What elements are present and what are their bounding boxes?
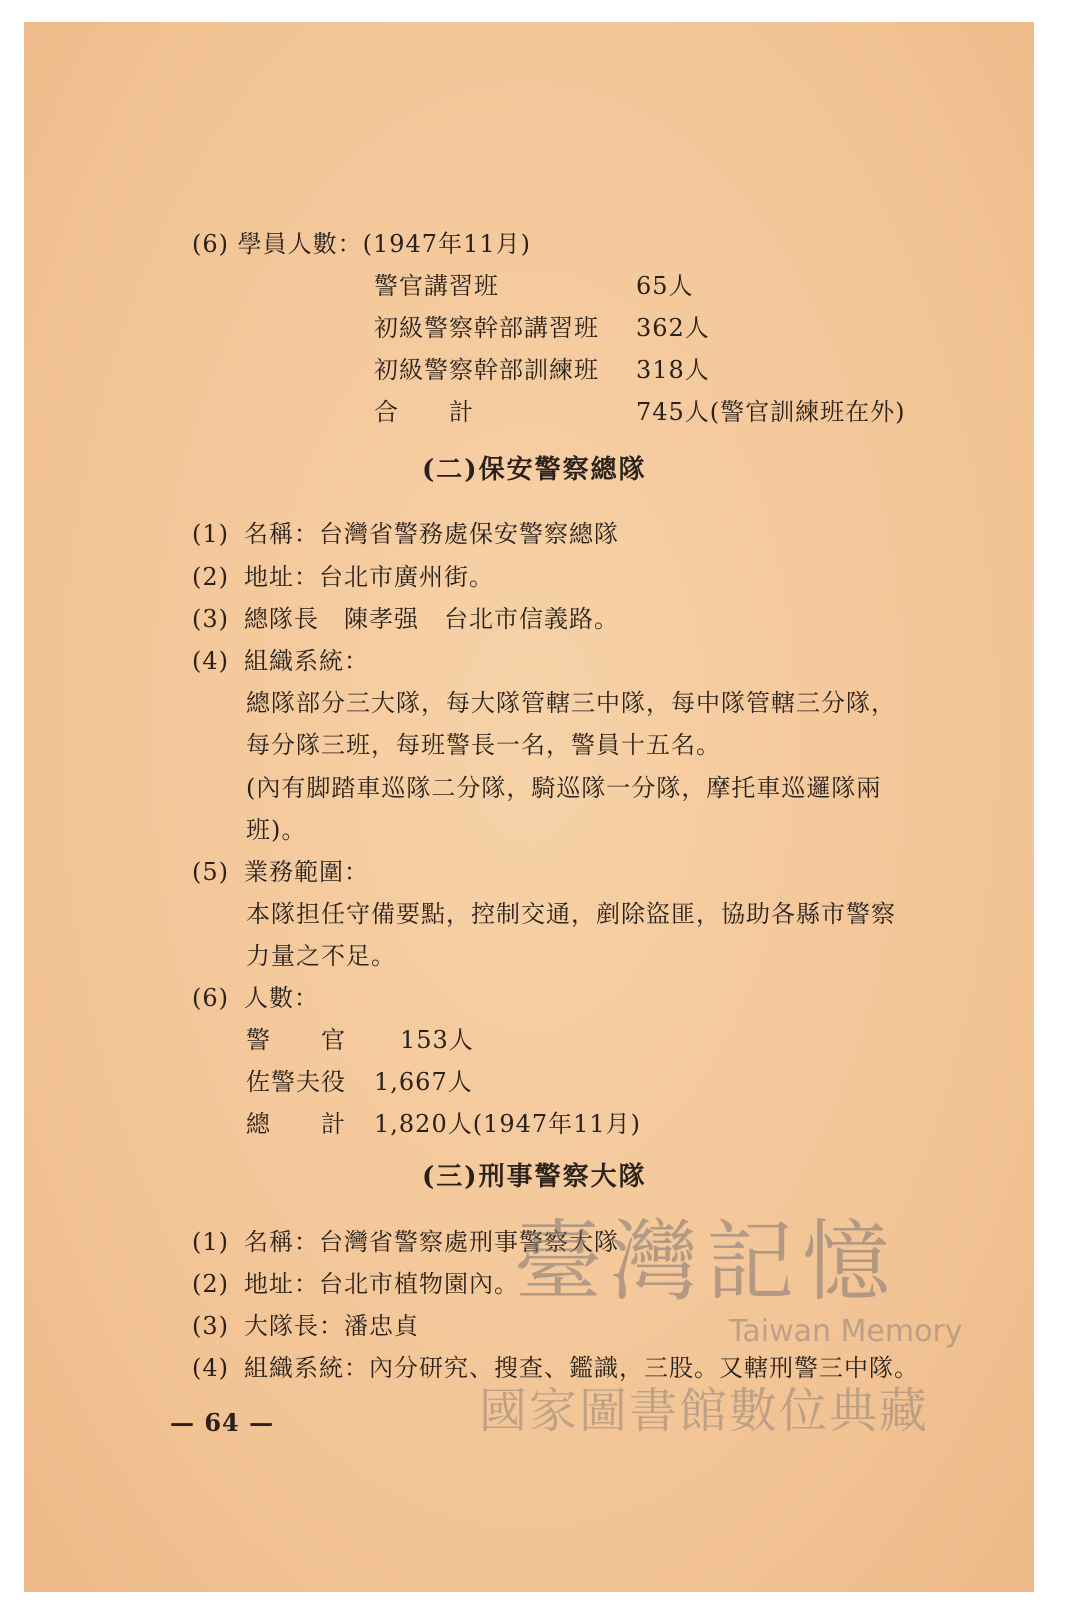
item-text: 組織系統：內分研究、搜查、鑑識，三股。又轄刑警三中隊。: [244, 1354, 919, 1382]
page-number: — 64 —: [170, 1408, 275, 1437]
item-text: 總隊長 陳孝强 台北市信義路。: [244, 605, 619, 633]
item-text: 地址：台北市廣州街。: [244, 563, 494, 591]
paragraph-line: (內有脚踏車巡隊二分隊，騎巡隊一分隊，摩托車巡邏隊兩: [246, 774, 882, 802]
paragraph-line: 力量之不足。: [246, 942, 396, 970]
personnel-row-name: 佐警夫役: [246, 1068, 346, 1096]
personnel-row-count: 153人: [400, 1026, 474, 1054]
paragraph-line: 本隊担任守備要點，控制交通，剷除盜匪，協助各縣市警察: [246, 900, 896, 928]
trainee-row-name: 初級警察幹部訓練班: [374, 356, 599, 384]
list-item: [192, 519, 619, 549]
item-number: (5): [192, 858, 229, 886]
trainee-row-count: 318人: [636, 356, 710, 384]
list-item: [192, 1311, 419, 1341]
item-number: (6): [192, 984, 229, 1012]
list-item: [192, 983, 319, 1013]
trainee-row-count: 362人: [636, 314, 710, 342]
watermark-logo: 臺灣記憶: [514, 1210, 899, 1313]
list-item: [192, 646, 369, 676]
list-item: [192, 857, 369, 887]
watermark-subtitle: 國家圖書館數位典藏: [479, 1383, 930, 1439]
item-text: 業務範圍：: [244, 858, 369, 886]
trainee-row-count: 745人(警官訓練班在外): [636, 398, 906, 426]
paragraph-line: 總隊部分三大隊，每大隊管轄三中隊，每中隊管轄三分隊，: [246, 689, 896, 717]
item-text: 地址：台北市植物園內。: [244, 1270, 519, 1298]
paragraph-line: 每分隊三班，每班警長一名，警員十五名。: [246, 731, 721, 759]
trainees-title: (6) 學員人數：(1947年11月): [192, 230, 531, 258]
personnel-row-name: 警 官: [246, 1026, 346, 1054]
item-number: (3): [192, 1312, 229, 1340]
trainee-row-name: 初級警察幹部講習班: [374, 314, 599, 342]
item-text: 名稱：台灣省警察處刑事警察大隊: [244, 1228, 619, 1256]
section-heading: (二)保安警察總隊: [422, 455, 647, 485]
trainee-row-count: 65人: [636, 272, 694, 300]
item-text: 名稱：台灣省警務處保安警察總隊: [244, 520, 619, 548]
list-item: [192, 562, 494, 592]
item-text: 人數：: [244, 984, 319, 1012]
item-number: (4): [192, 1354, 229, 1382]
item-number: (4): [192, 647, 229, 675]
scanned-page: [24, 22, 1034, 1592]
section-heading: (三)刑事警察大隊: [422, 1162, 647, 1192]
personnel-row-count: 1,820人(1947年11月): [374, 1110, 642, 1138]
personnel-row-count: 1,667人: [374, 1068, 473, 1096]
list-item: [192, 604, 619, 634]
item-text: 大隊長：潘忠貞: [244, 1312, 419, 1340]
item-text: 組織系統：: [244, 647, 369, 675]
list-item: [192, 1269, 519, 1299]
item-number: (1): [192, 520, 229, 548]
paragraph-line: 班)。: [246, 816, 307, 844]
personnel-row-name: 總 計: [246, 1110, 346, 1138]
item-number: (1): [192, 1228, 229, 1256]
watermark-english: Taiwan Memory: [729, 1314, 963, 1349]
item-number: (3): [192, 605, 229, 633]
trainee-row-name: 警官講習班: [374, 272, 499, 300]
item-number: (2): [192, 563, 229, 591]
item-number: (2): [192, 1270, 229, 1298]
trainee-row-name: 合 計: [374, 398, 474, 426]
